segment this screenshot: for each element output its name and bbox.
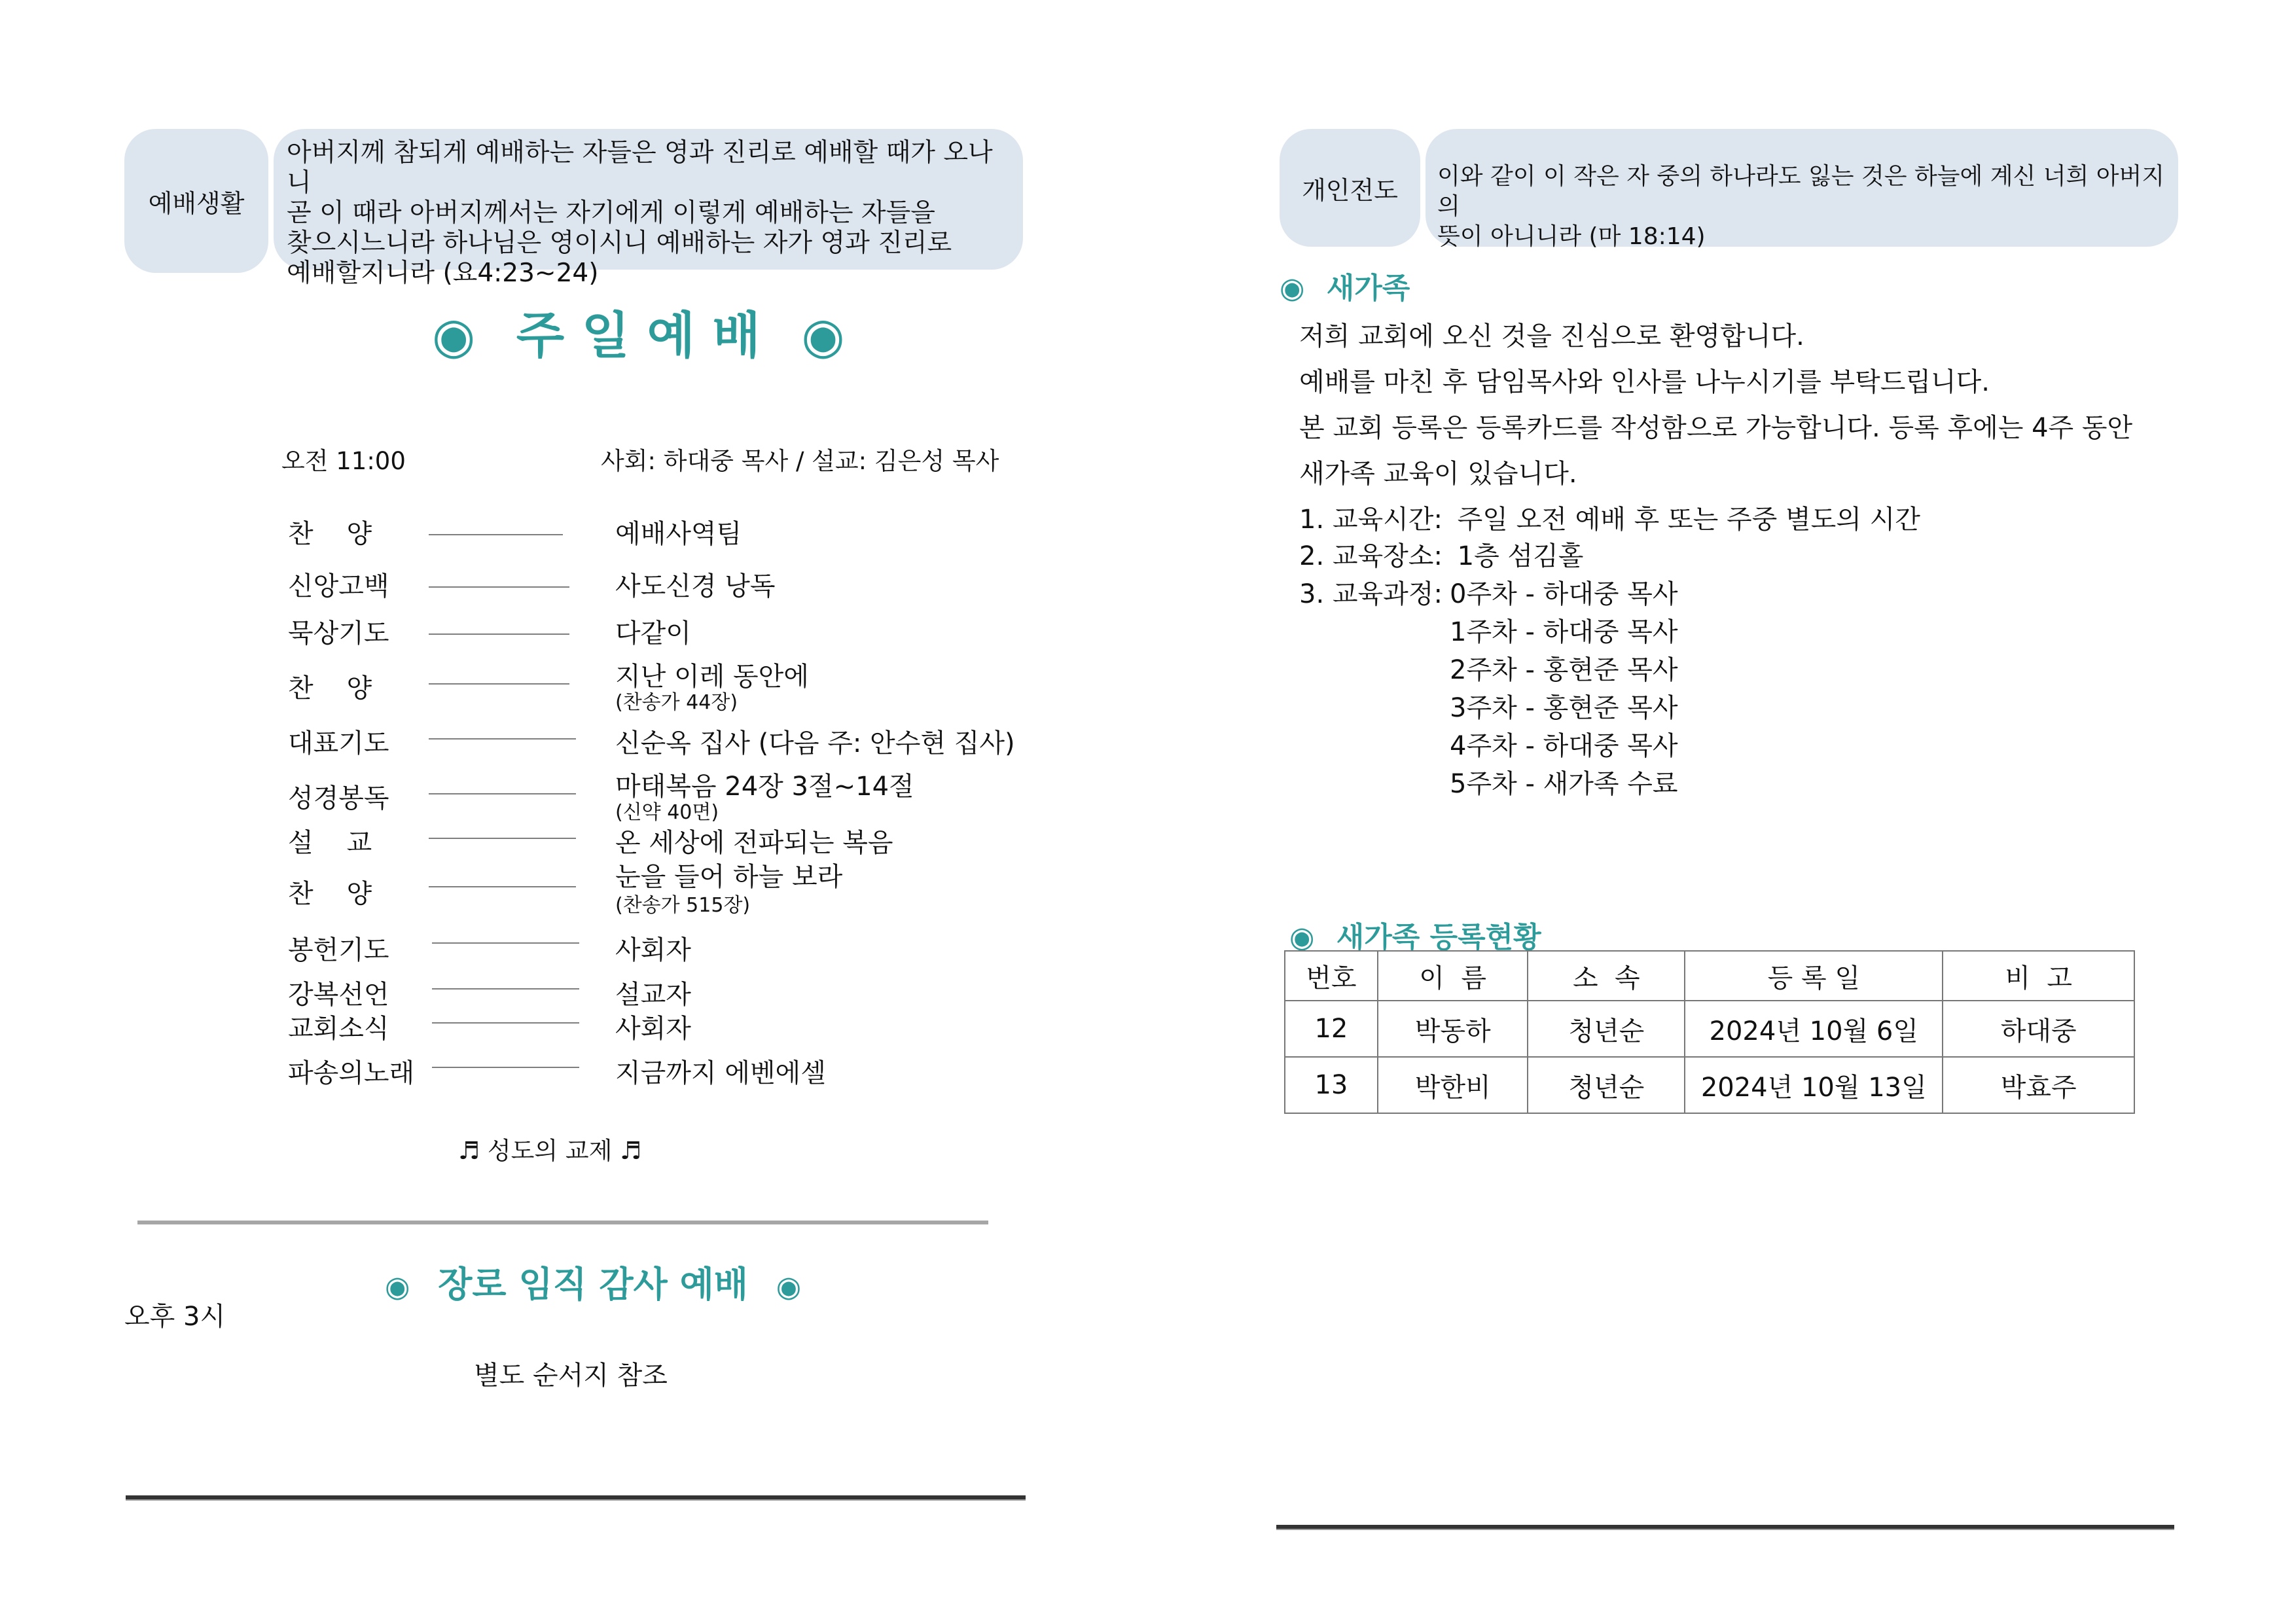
table-row xyxy=(1285,1001,2134,1057)
order-value: 지난 이레 동안에 xyxy=(615,662,809,692)
edu-place-label: 2. 교육장소: xyxy=(1299,541,1443,571)
table-cell: 박동하 xyxy=(1378,1001,1528,1057)
order-row xyxy=(288,929,1073,975)
edu-course-item: 2주차 - 홍현준 목사 xyxy=(1450,655,1678,685)
order-divider xyxy=(429,738,576,740)
column-header: 소 속 xyxy=(1528,951,1685,1001)
order-row xyxy=(288,856,1073,917)
order-value: 사도신경 낭독 xyxy=(615,571,776,601)
table-cell: 13 xyxy=(1285,1057,1378,1113)
edu-course-item: 4주차 - 하대중 목사 xyxy=(1450,731,1678,761)
order-divider xyxy=(429,534,563,535)
order-row xyxy=(288,565,1073,611)
evangelism-tab xyxy=(1280,129,1420,247)
order-divider xyxy=(429,586,569,588)
edu-place-value: 1층 섬김홀 xyxy=(1457,541,1584,571)
verse-line: 곧 이 때라 아버지께서는 자기에게 이렇게 예배하는 자들을 xyxy=(287,198,935,228)
evangelism-verse-box xyxy=(1426,129,2178,250)
worship-leaders: 사회: 하대중 목사 / 설교: 김은성 목사 xyxy=(601,447,999,475)
bottom-rule xyxy=(126,1495,1026,1501)
order-value: 설교자 xyxy=(615,980,691,1010)
column-header: 번호 xyxy=(1285,951,1378,1001)
order-label: 파송의노래 xyxy=(288,1058,415,1088)
order-label: 대표기도 xyxy=(288,728,389,758)
table-row xyxy=(1285,1057,2134,1113)
column-header: 등 록 일 xyxy=(1685,951,1943,1001)
edu-course-item: 5주차 - 새가족 수료 xyxy=(1450,769,1678,799)
ordination-title: 장로 임직 감사 예배 xyxy=(438,1264,748,1305)
order-value: 온 세상에 전파되는 복음 xyxy=(615,828,893,858)
order-row xyxy=(288,722,1073,768)
verse-line: 아버지께 참되게 예배하는 자들은 영과 진리로 예배할 때가 오나니 xyxy=(287,138,993,198)
order-divider xyxy=(429,633,569,635)
order-row xyxy=(288,656,1073,714)
table-header-row xyxy=(1285,951,2134,1001)
bottom-rule xyxy=(1276,1525,2174,1530)
verse-line: 이와 같이 이 작은 자 중의 하나라도 잃는 것은 하늘에 계신 너희 아버지의 xyxy=(1437,163,2165,220)
table-cell: 하대중 xyxy=(1943,1001,2134,1057)
intro-line: 예배를 마친 후 담임목사와 인사를 나누시기를 부탁드립니다. xyxy=(1299,367,1990,397)
bullseye-icon: ◉ xyxy=(801,306,845,365)
order-value: 지금까지 에벤에셀 xyxy=(615,1058,826,1088)
edu-place-row xyxy=(1299,535,1583,573)
order-divider xyxy=(429,838,576,839)
order-divider xyxy=(432,1067,579,1068)
order-label: 성경봉독 xyxy=(288,783,389,813)
table-cell: 2024년 10월 13일 xyxy=(1685,1057,1943,1113)
order-value: 다같이 xyxy=(615,618,691,649)
order-label: 찬 양 xyxy=(288,879,372,909)
bullseye-icon: ◉ xyxy=(385,1270,410,1304)
order-sub: (찬송가 44장) xyxy=(615,691,738,714)
order-label: 교회소식 xyxy=(288,1014,389,1044)
order-row xyxy=(288,766,1073,824)
ordination-time: 오후 3시 xyxy=(124,1302,226,1332)
newfamily-title: 새가족 xyxy=(1326,272,1410,305)
order-divider xyxy=(429,793,576,794)
order-label: 강복선언 xyxy=(288,980,389,1010)
intro-line: 저희 교회에 오신 것을 진심으로 환영합니다. xyxy=(1299,321,1804,351)
order-value: 사회자 xyxy=(615,935,691,965)
worship-verse-box xyxy=(274,129,1023,288)
order-divider xyxy=(432,942,579,944)
order-label: 묵상기도 xyxy=(288,618,389,649)
order-label: 찬 양 xyxy=(288,519,372,549)
column-header: 이 름 xyxy=(1378,951,1528,1001)
order-label: 봉헌기도 xyxy=(288,935,389,965)
order-sub: (신약 40면) xyxy=(615,801,719,824)
order-value: 사회자 xyxy=(615,1014,691,1044)
sunday-worship-title xyxy=(432,296,845,367)
registration-title: 새가족 등록현황 xyxy=(1336,921,1541,954)
edu-course-item: 3주차 - 홍현준 목사 xyxy=(1450,693,1678,723)
order-row xyxy=(288,1052,1073,1098)
bullseye-icon: ◉ xyxy=(776,1270,802,1304)
ordination-service-title xyxy=(385,1257,801,1307)
order-value: 마태복음 24장 3절~14절 xyxy=(615,772,914,802)
intro-line: 본 교회 등록은 등록카드를 작성함으로 가능합니다. 등록 후에는 4주 동안 xyxy=(1299,413,2133,443)
worship-life-label: 예배생활 xyxy=(148,188,245,218)
bullseye-icon: ◉ xyxy=(432,306,476,365)
order-row xyxy=(288,613,1073,658)
edu-time-value: 주일 오전 예배 후 또는 주중 별도의 시간 xyxy=(1457,505,1920,535)
verse-line: 뜻이 아니니라 (마 18:14) xyxy=(1437,223,1706,250)
divider xyxy=(137,1221,988,1224)
bullseye-icon: ◉ xyxy=(1289,921,1315,954)
page-title: 주 일 예 배 xyxy=(516,306,761,365)
verse-line: 찾으시느니라 하나님은 영이시니 예배하는 자가 영과 진리로 xyxy=(287,228,952,258)
order-divider xyxy=(432,1022,579,1024)
edu-course-label: 3. 교육과정: xyxy=(1299,579,1443,609)
table-cell: 청년순 xyxy=(1528,1001,1685,1057)
table-cell: 2024년 10월 6일 xyxy=(1685,1001,1943,1057)
order-label: 신앙고백 xyxy=(288,571,389,601)
newfamily-heading xyxy=(1280,264,1410,306)
order-label: 설 교 xyxy=(288,828,372,858)
edu-time-label: 1. 교육시간: xyxy=(1299,505,1443,535)
worship-life-tab xyxy=(124,129,268,273)
worship-time: 오전 11:00 xyxy=(281,447,406,475)
order-divider xyxy=(429,886,576,887)
table-cell: 청년순 xyxy=(1528,1057,1685,1113)
order-value: 신순옥 집사 (다음 주: 안수현 집사) xyxy=(615,728,1015,758)
ordination-note: 별도 순서지 참조 xyxy=(474,1361,668,1391)
column-header: 비 고 xyxy=(1943,951,2134,1001)
evangelism-label: 개인전도 xyxy=(1302,175,1398,205)
edu-course-item: 1주차 - 하대중 목사 xyxy=(1450,617,1678,647)
table-cell: 12 xyxy=(1285,1001,1378,1057)
order-label: 찬 양 xyxy=(288,673,372,704)
order-divider xyxy=(429,683,569,685)
order-value: 예배사역팀 xyxy=(615,519,742,549)
edu-course-item: 0주차 - 하대중 목사 xyxy=(1450,579,1678,609)
table-cell: 박효주 xyxy=(1943,1057,2134,1113)
verse-line: 예배할지니라 (요4:23~24) xyxy=(287,259,599,288)
registration-heading xyxy=(1289,914,1541,955)
bullseye-icon: ◉ xyxy=(1280,272,1305,305)
order-value: 눈을 들어 하늘 보라 xyxy=(615,862,843,892)
registration-table xyxy=(1284,950,2135,1114)
order-row xyxy=(288,1008,1073,1054)
order-row xyxy=(288,513,1073,559)
order-sub: (찬송가 515장) xyxy=(615,894,751,917)
order-divider xyxy=(432,988,579,990)
fellowship-note: ♬ 성도의 교제 ♬ xyxy=(458,1137,642,1165)
edu-time-row xyxy=(1299,499,1920,536)
table-cell: 박한비 xyxy=(1378,1057,1528,1113)
intro-line: 새가족 교육이 있습니다. xyxy=(1299,459,1577,489)
